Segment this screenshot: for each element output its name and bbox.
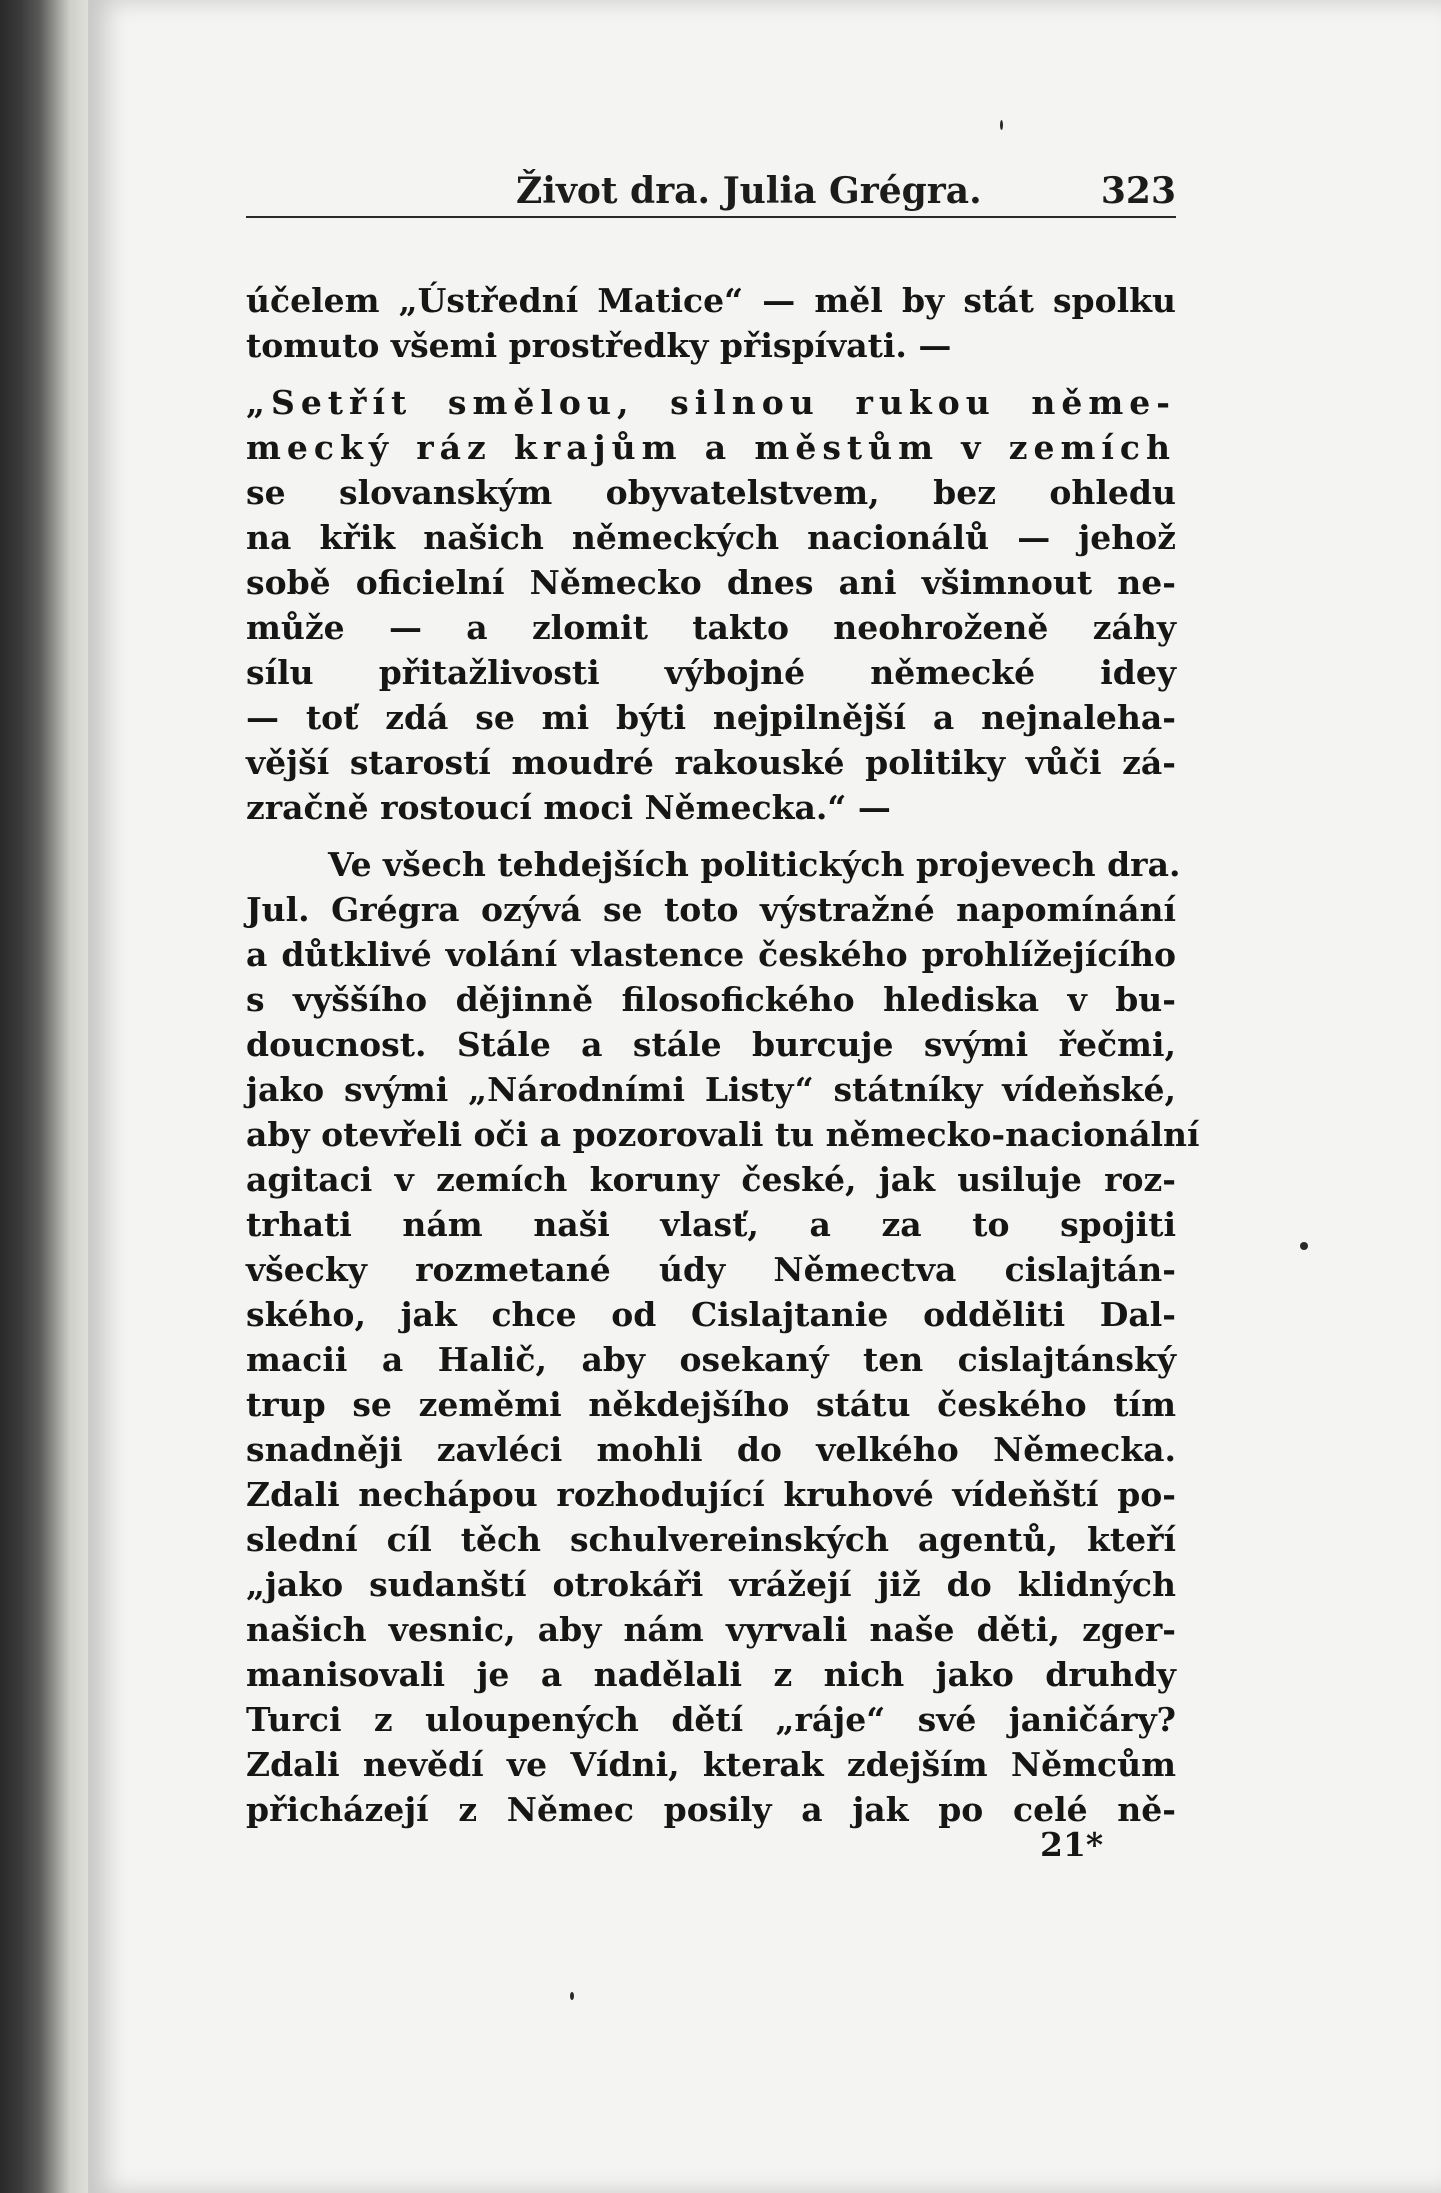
- text-line: na křik našich německých nacionálů — jehož: [246, 518, 1176, 557]
- running-title: Život dra. Julia Grégra.: [516, 170, 982, 212]
- text-line: mecký ráz krajům a městům v zemích: [246, 428, 1176, 467]
- text-line: se slovanským obyvatelstvem, bez ohledu: [246, 473, 1176, 512]
- text-line: Jul. Grégra ozývá se toto výstražné napomínání: [246, 890, 1176, 929]
- text-line: Turci z uloupených dětí „ráje“ své janičáry?: [246, 1700, 1176, 1739]
- ink-speck: [570, 1992, 574, 2000]
- text-line: snadněji zavléci mohli do velkého Německa.: [246, 1430, 1176, 1469]
- text-line: zračně rostoucí moci Německa.“ —: [246, 788, 891, 827]
- text-line: manisovali je a nadělali z nich jako druhdy: [246, 1655, 1176, 1694]
- text-line: Zdali nevědí ve Vídni, kterak zdejším Němcům: [246, 1745, 1176, 1784]
- text-line: s vyššího dějinně filosofického hlediska v bu-: [246, 980, 1176, 1019]
- text-line: tomuto všemi prostředky přispívati. —: [246, 326, 952, 365]
- text-line: účelem „Ústřední Matice“ — měl by stát spolku: [246, 281, 1176, 320]
- page-number: 323: [1100, 170, 1176, 212]
- text-line: agitaci v zemích koruny české, jak usiluje roz-: [246, 1160, 1176, 1199]
- text-line: ského, jak chce od Cislajtanie odděliti Dal-: [246, 1295, 1176, 1334]
- text-line: — toť zdá se mi býti nejpilnější a nejnaleha-: [246, 698, 1176, 737]
- text-line: „jako sudanští otrokáři vrážejí již do klidných: [246, 1565, 1176, 1604]
- text-line: trhati nám naši vlasť, a za to spojiti: [246, 1205, 1176, 1244]
- ink-speck: [1000, 120, 1003, 130]
- text-line: může — a zlomit takto neohroženě záhy: [246, 608, 1176, 647]
- paragraph-2-quote: [246, 380, 1176, 830]
- paragraph-1: [246, 278, 1176, 368]
- ink-speck: [1300, 1242, 1308, 1250]
- text-line: a důtklivé volání vlastence českého prohlížejícího: [246, 935, 1176, 974]
- text-line: sobě oficielní Německo dnes ani všimnout ne-: [246, 563, 1176, 602]
- text-line: macii a Halič, aby osekaný ten cislajtánský: [246, 1340, 1176, 1379]
- text-line: Zdali nechápou rozhodující kruhové vídeňští po-: [246, 1475, 1176, 1514]
- text-line: „Setřít smělou, silnou rukou něme-: [246, 383, 1176, 422]
- text-line: našich vesnic, aby nám vyrvali naše děti, zger-: [246, 1610, 1176, 1649]
- text-line: slední cíl těch schulvereinských agentů, kteří: [246, 1520, 1176, 1559]
- text-line: sílu přitažlivosti výbojné německé idey: [246, 653, 1176, 692]
- text-line: jako svými „Národními Listy“ státníky vídeňské,: [246, 1070, 1176, 1109]
- body-text: [246, 278, 1200, 1832]
- text-line: Ve všech tehdejších politických projevech dra.: [328, 845, 1181, 884]
- text-line: aby otevřeli oči a pozorovali tu německo-nacionální: [246, 1115, 1200, 1154]
- running-header: [246, 170, 1176, 218]
- text-line: vější starostí moudré rakouské politiky vůči zá-: [246, 743, 1176, 782]
- signature-mark: 21*: [1040, 1825, 1104, 1864]
- text-line: přicházejí z Němec posily a jak po celé ně-: [246, 1790, 1176, 1829]
- text-line: všecky rozmetané údy Němectva cislajtán-: [246, 1250, 1176, 1289]
- paragraph-3: [246, 842, 1200, 1832]
- text-line: trup se zeměmi někdejšího státu českého tím: [246, 1385, 1176, 1424]
- text-line: doucnost. Stále a stále burcuje svými řečmi,: [246, 1025, 1176, 1064]
